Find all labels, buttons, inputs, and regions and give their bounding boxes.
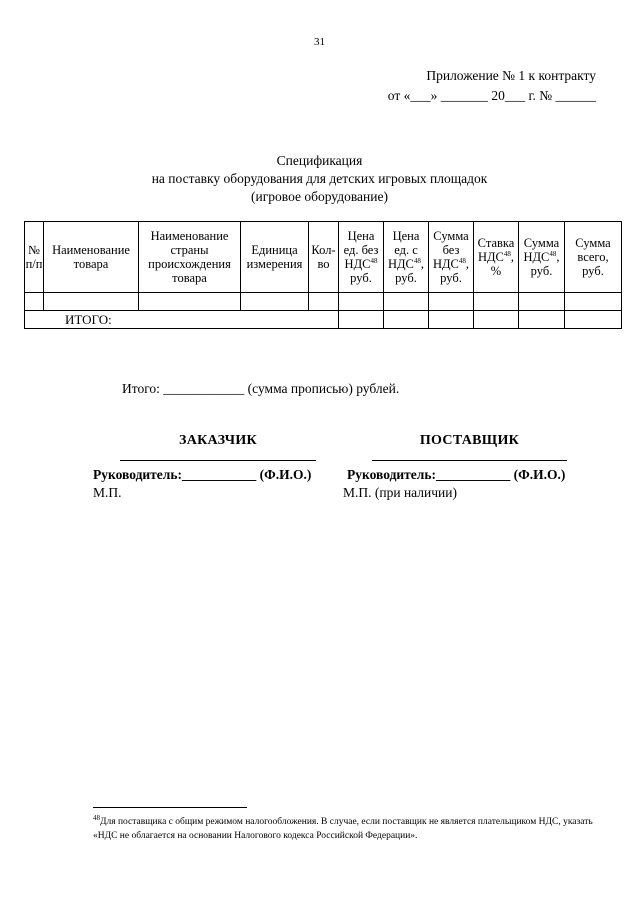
supplier-stamp: М.П. (при наличии): [343, 485, 457, 500]
header-sum-no-vat: Сумма без НДС$^{48}$, руб.: [429, 222, 474, 293]
customer-title: ЗАКАЗЧИК: [179, 433, 257, 448]
table-cell[interactable]: [429, 311, 474, 329]
table-cell[interactable]: [474, 311, 519, 329]
supplier-head-label: Руководитель:___________ (Ф.И.О.): [347, 467, 566, 482]
customer-stamp: М.П.: [93, 485, 122, 500]
table-cell[interactable]: [565, 293, 622, 311]
header-quantity: Кол- во: [309, 222, 339, 293]
header-total-sum: Сумма всего, руб.: [565, 222, 622, 293]
table-cell[interactable]: [309, 293, 339, 311]
specification-table: [24, 221, 622, 329]
header-unit: Единица измерения: [241, 222, 309, 293]
footnote-mark: 48: [93, 813, 100, 822]
table-cell[interactable]: [474, 293, 519, 311]
total-label: ИТОГО:: [25, 311, 339, 329]
supplier-signature-line: [372, 460, 567, 461]
annex-line-1: Приложение № 1 к контракту: [426, 68, 596, 83]
table-cell[interactable]: [565, 311, 622, 329]
table-cell[interactable]: [429, 293, 474, 311]
header-unit-price-with-vat: Цена ед. с НДС$^{48}$, руб.: [384, 222, 429, 293]
table-cell[interactable]: [384, 311, 429, 329]
table-row: [25, 293, 622, 311]
table-cell[interactable]: [339, 293, 384, 311]
table-header-row: [25, 222, 622, 293]
table-cell[interactable]: [519, 311, 565, 329]
total-in-words: Итого: ____________ (сумма прописью) рублей.: [122, 381, 400, 396]
footnote-text: Для поставщика с общим режимом налогообложения. В случае, если поставщик не является плательщиком НДС, указать «НДС не облагается на основании Налогового кодекса Российской Федерации».: [93, 817, 593, 841]
document-subtitle-note: (игровое оборудование): [251, 189, 388, 204]
footnote: [93, 815, 603, 843]
header-vat-rate: Ставка НДС$^{48}$, %: [474, 222, 519, 293]
table-cell[interactable]: [241, 293, 309, 311]
customer-head-label: Руководитель:___________ (Ф.И.О.): [93, 467, 312, 482]
table-total-row: [25, 311, 622, 329]
table-cell[interactable]: [519, 293, 565, 311]
footnote-divider: [93, 807, 247, 808]
page-number: 31: [314, 36, 325, 48]
table-cell[interactable]: [339, 311, 384, 329]
document-title: Спецификация: [276, 153, 363, 168]
header-vat-sum: Сумма НДС$^{48}$, руб.: [519, 222, 565, 293]
header-country-of-origin: Наименование страны происхождения товара: [139, 222, 241, 293]
table-cell[interactable]: [25, 293, 44, 311]
header-unit-price-no-vat: Цена ед. без НДС$^{48}$ руб.: [339, 222, 384, 293]
annex-line-2: от «___» _______ 20___ г. № ______: [387, 88, 596, 103]
supplier-title: ПОСТАВЩИК: [419, 433, 520, 448]
table-cell[interactable]: [384, 293, 429, 311]
header-product-name: Наименование товара: [44, 222, 139, 293]
document-subtitle: на поставку оборудования для детских игровых площадок: [151, 171, 488, 186]
table-cell[interactable]: [44, 293, 139, 311]
table-cell[interactable]: [139, 293, 241, 311]
header-number: № п/п: [25, 222, 44, 293]
customer-signature-line: [120, 460, 316, 461]
